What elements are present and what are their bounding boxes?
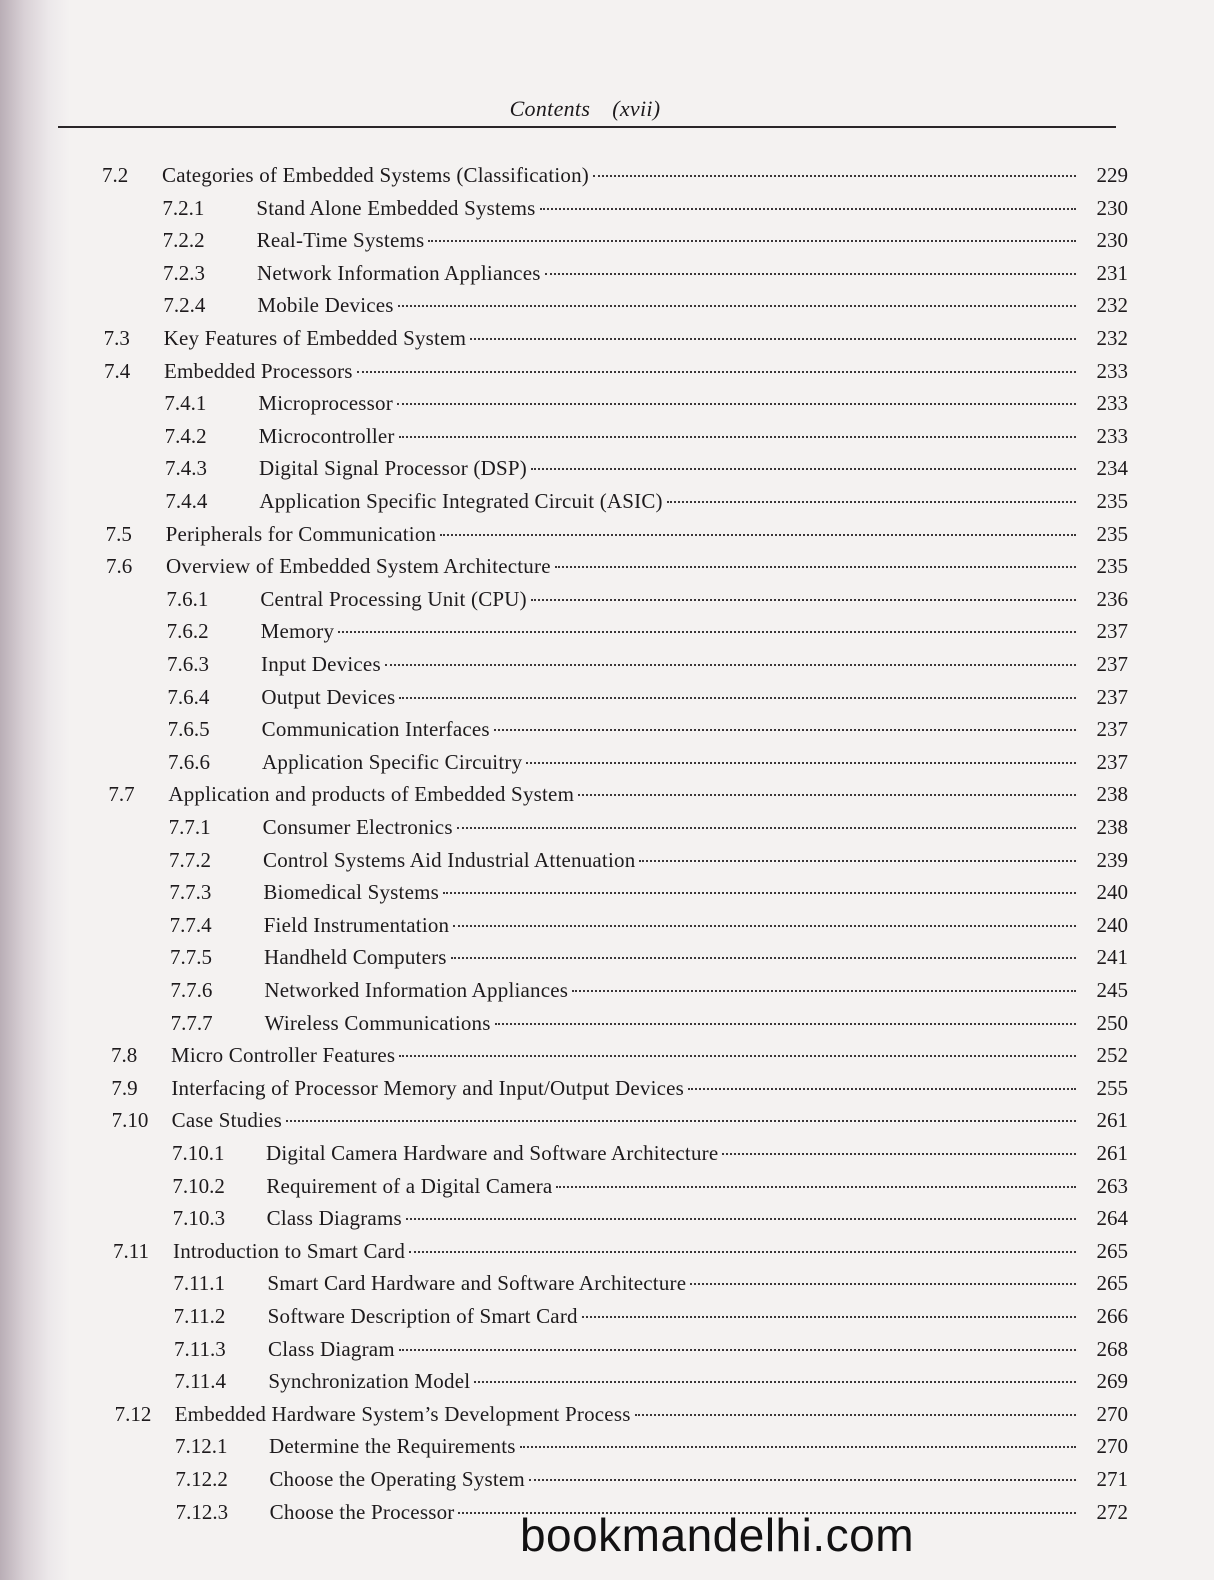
toc-entry-page: 229 — [1096, 163, 1128, 187]
toc-entry-number: 7.4.3 — [165, 456, 207, 481]
toc-entry-number: 7.7.2 — [169, 847, 211, 872]
toc-entry-title: Field Instrumentation — [263, 912, 450, 937]
toc-entry-title: Control Systems Aid Industrial Attenuation — [263, 847, 636, 872]
toc-entry-number: 7.10.2 — [172, 1173, 225, 1198]
toc-entry-page: 245 — [1096, 978, 1128, 1002]
toc-entry-number: 7.10.3 — [172, 1206, 226, 1231]
toc-entry — [175, 1464, 1128, 1494]
dot-leader — [635, 1413, 1076, 1416]
toc-entry — [170, 942, 1128, 972]
toc-entry-number: 7.2 — [102, 163, 129, 187]
toc-entry-title: Microprocessor — [258, 391, 393, 416]
dot-leader — [556, 1185, 1076, 1188]
toc-entry-page: 235 — [1096, 521, 1128, 546]
toc-entry — [170, 975, 1128, 1005]
toc-entry-title: Communication Interfaces — [261, 717, 490, 742]
dot-leader — [690, 1282, 1076, 1285]
toc-entry — [172, 1138, 1128, 1168]
toc-entry-number: 7.4.4 — [165, 489, 208, 513]
toc-entry-number: 7.9 — [111, 1075, 138, 1100]
toc-entry-title: Output Devices — [261, 684, 396, 709]
toc-entry-title: Real-Time Systems — [256, 228, 425, 253]
toc-entry — [169, 812, 1128, 842]
dot-leader — [495, 1022, 1076, 1025]
toc-entry — [175, 1431, 1128, 1461]
toc-entry-page: 241 — [1096, 945, 1128, 970]
toc-entry-number: 7.7.1 — [168, 815, 211, 839]
toc-entry-page: 233 — [1096, 358, 1128, 383]
toc-entry-page: 237 — [1096, 684, 1128, 709]
toc-entry-title: Microcontroller — [258, 423, 395, 448]
toc-entry-number: 7.12 — [114, 1401, 152, 1426]
dot-leader — [688, 1087, 1076, 1090]
toc-entry-page: 264 — [1096, 1206, 1128, 1231]
toc-entry — [168, 714, 1128, 744]
toc-entry-title: Handheld Computers — [264, 945, 447, 970]
dot-leader — [457, 826, 1076, 829]
toc-entry-title: Wireless Communications — [264, 1010, 491, 1035]
dot-leader — [639, 859, 1076, 862]
toc-entry-title: Class Diagram — [268, 1336, 395, 1361]
dot-leader — [385, 663, 1076, 666]
toc-entry-page: 265 — [1096, 1271, 1128, 1296]
toc-entry — [104, 356, 1128, 386]
toc-entry-page: 235 — [1096, 489, 1128, 513]
toc-entry-title: Embedded Processors — [164, 358, 353, 383]
toc-entry-title: Network Information Appliances — [257, 260, 541, 285]
dot-leader — [397, 402, 1076, 405]
toc-entry — [104, 323, 1128, 353]
toc-entry — [174, 1366, 1128, 1396]
toc-entry-title: Interfacing of Processor Memory and Input/Output Devices — [171, 1075, 685, 1100]
toc-entry-page: 240 — [1096, 912, 1128, 937]
toc-entry — [174, 1301, 1128, 1331]
toc-entry-page: 265 — [1096, 1238, 1128, 1263]
dot-leader — [474, 1380, 1076, 1383]
dot-leader — [529, 1478, 1076, 1481]
toc-entry-number: 7.4.2 — [164, 423, 207, 448]
toc-entry — [111, 1040, 1128, 1070]
dot-leader — [545, 272, 1076, 275]
dot-leader — [399, 696, 1076, 699]
toc-entry-page: 261 — [1096, 1108, 1128, 1133]
toc-entry-title: Digital Camera Hardware and Software Architecture — [266, 1141, 719, 1165]
dot-leader — [494, 728, 1076, 731]
toc-entry — [173, 1203, 1128, 1233]
dot-leader — [428, 239, 1076, 242]
toc-entry-page: 236 — [1096, 586, 1128, 611]
toc-entry-page: 231 — [1096, 260, 1128, 285]
toc-entry-number: 7.7.5 — [170, 945, 212, 970]
toc-entry-title: Overview of Embedded System Architecture — [166, 554, 551, 579]
toc-entry-number: 7.8 — [111, 1043, 138, 1068]
dot-leader — [470, 337, 1076, 340]
toc-entry-number: 7.12.1 — [175, 1434, 228, 1459]
toc-entry-page: 270 — [1096, 1434, 1128, 1459]
dot-leader — [440, 533, 1076, 536]
toc-entry-number: 7.12.2 — [175, 1467, 228, 1491]
toc-entry-number: 7.6.1 — [166, 586, 209, 611]
toc-entry-title: Application Specific Circuitry — [262, 749, 523, 774]
toc-entry — [106, 551, 1128, 581]
toc-entry — [112, 1105, 1128, 1135]
dot-leader — [520, 1445, 1076, 1448]
toc-entry — [108, 779, 1128, 809]
toc-entry-number: 7.6.2 — [166, 619, 209, 644]
toc-entry-number: 7.11.2 — [173, 1304, 226, 1328]
toc-entry-title: Requirement of a Digital Camera — [266, 1173, 553, 1198]
toc-entry-page: 270 — [1096, 1401, 1128, 1426]
toc-entry — [169, 877, 1128, 907]
dot-leader — [453, 924, 1076, 927]
toc-entry-number: 7.3 — [103, 326, 130, 350]
toc-entry — [171, 1008, 1128, 1038]
toc-entry — [169, 845, 1128, 875]
toc-entry — [170, 910, 1128, 940]
dot-leader — [398, 304, 1076, 307]
toc-entry-number: 7.6.5 — [167, 717, 210, 742]
toc-entry — [164, 388, 1128, 418]
dot-leader — [593, 174, 1076, 177]
toc-entry — [172, 1171, 1128, 1201]
dot-leader — [555, 565, 1076, 568]
toc-entry-title: Choose the Operating System — [269, 1467, 525, 1491]
toc-entry-number: 7.7.7 — [170, 1010, 213, 1035]
toc-entry-number: 7.5 — [105, 521, 132, 546]
toc-entry-number: 7.10 — [111, 1108, 149, 1133]
toc-entry — [167, 649, 1128, 679]
toc-entry-page: 263 — [1096, 1173, 1128, 1198]
dot-leader — [531, 598, 1076, 601]
toc-entry — [113, 1236, 1128, 1266]
toc-entry — [165, 486, 1128, 516]
toc-entry-title: Embedded Hardware System’s Development Process — [174, 1401, 631, 1426]
toc-entry-title: Micro Controller Features — [171, 1043, 396, 1068]
dot-leader — [722, 1152, 1076, 1155]
dot-leader — [286, 1119, 1076, 1122]
watermark-text: bookmandelhi.com — [519, 1509, 915, 1561]
toc-entry-number: 7.4 — [104, 358, 131, 383]
dot-leader — [526, 761, 1076, 764]
toc-entry-page: 266 — [1096, 1304, 1128, 1328]
toc-entry-title: Class Diagrams — [266, 1206, 402, 1231]
toc-entry-number: 7.11.4 — [174, 1369, 227, 1394]
toc-entry-page: 271 — [1096, 1467, 1128, 1491]
dot-leader — [357, 370, 1076, 373]
dot-leader — [582, 1315, 1076, 1318]
toc-entry-page: 233 — [1096, 391, 1128, 416]
toc-entry-page: 233 — [1096, 423, 1128, 448]
toc-entry — [167, 616, 1128, 646]
toc-entry-number: 7.4.1 — [164, 391, 207, 416]
toc-entry — [173, 1268, 1128, 1298]
toc-entry-number: 7.11.1 — [173, 1271, 226, 1296]
toc-entry-number: 7.11.3 — [174, 1336, 226, 1361]
toc-entry-number: 7.7.6 — [170, 978, 213, 1002]
dot-leader — [399, 435, 1076, 438]
toc-entry — [163, 258, 1128, 288]
toc-entry-page: 238 — [1096, 782, 1128, 807]
dot-leader — [409, 1250, 1076, 1253]
dot-leader — [399, 1348, 1076, 1351]
toc-entry — [102, 160, 1128, 190]
toc-entry-title: Categories of Embedded Systems (Classification) — [162, 163, 589, 187]
toc-entry-page: 269 — [1096, 1369, 1128, 1394]
dot-leader — [443, 891, 1076, 894]
toc-entry-title: Biomedical Systems — [263, 880, 439, 905]
toc-entry — [115, 1399, 1128, 1429]
toc-entry-number: 7.2.1 — [162, 195, 205, 220]
toc-entry-number: 7.2.4 — [163, 293, 206, 318]
toc-entry-title: Determine the Requirements — [269, 1434, 516, 1459]
dot-leader — [578, 793, 1076, 796]
toc-entry-title: Smart Card Hardware and Software Architecture — [267, 1271, 687, 1296]
toc-entry-title: Input Devices — [261, 652, 381, 676]
toc-entry-number: 7.7.4 — [169, 912, 212, 937]
toc-entry-page: 232 — [1096, 293, 1128, 318]
toc-entry — [163, 225, 1128, 255]
toc-entry-page: 230 — [1096, 228, 1128, 253]
toc-entry — [106, 519, 1128, 549]
toc-entry-title: Synchronization Model — [268, 1369, 471, 1394]
toc-entry-page: 261 — [1096, 1141, 1128, 1165]
toc-entry-title: Software Description of Smart Card — [267, 1304, 578, 1328]
toc-entry-title: Digital Signal Processor (DSP) — [259, 456, 527, 481]
dot-leader — [406, 1217, 1076, 1220]
toc-entry-page: 240 — [1096, 880, 1128, 905]
toc-entry-title: Central Processing Unit (CPU) — [260, 586, 527, 611]
toc-entry-number: 7.12.3 — [175, 1499, 229, 1524]
toc-entry-page: 230 — [1096, 195, 1128, 220]
toc-entry-page: 232 — [1096, 326, 1128, 350]
toc-entry-title: Case Studies — [171, 1108, 282, 1133]
toc-entry-page: 255 — [1096, 1075, 1128, 1100]
toc-entry-number: 7.6.6 — [168, 749, 210, 774]
toc-entry — [162, 193, 1128, 223]
toc-entry-page: 250 — [1096, 1010, 1128, 1035]
toc-entry — [111, 1073, 1128, 1103]
toc-entry-title: Application and products of Embedded System — [168, 782, 575, 807]
toc-entry — [168, 747, 1128, 777]
header-page-number: (xvii) — [612, 96, 661, 121]
toc-entry-title: Stand Alone Embedded Systems — [256, 195, 536, 220]
dot-leader — [399, 1054, 1076, 1057]
dot-leader — [540, 207, 1076, 210]
dot-leader — [531, 467, 1076, 470]
toc-entry-number: 7.11 — [113, 1238, 149, 1263]
toc-entry-page: 272 — [1096, 1499, 1128, 1524]
header-title: Contents — [509, 96, 591, 121]
toc-entry-page: 234 — [1096, 456, 1128, 481]
toc-entry — [174, 1334, 1128, 1364]
toc-entry — [165, 421, 1128, 451]
toc-entry-title: Introduction to Smart Card — [173, 1238, 406, 1263]
toc-entry-number: 7.10.1 — [172, 1141, 225, 1165]
toc-entry-title: Application Specific Integrated Circuit (ASIC) — [259, 489, 663, 513]
toc-entry — [167, 682, 1128, 712]
toc-entry-title: Choose the Processor — [269, 1499, 455, 1524]
toc-entry-title: Key Features of Embedded System — [163, 326, 467, 350]
toc-entry — [163, 290, 1128, 320]
toc-entry-page: 252 — [1096, 1043, 1128, 1068]
toc-entry-page: 239 — [1096, 847, 1128, 872]
toc-entry-title: Networked Information Appliances — [264, 978, 569, 1002]
toc-entry-title: Peripherals for Communication — [165, 521, 437, 546]
toc-entry-number: 7.6.4 — [167, 684, 210, 709]
toc-entry-title: Consumer Electronics — [262, 815, 453, 839]
toc-entry-number: 7.7.3 — [169, 880, 212, 905]
toc-entry-page: 237 — [1096, 619, 1128, 644]
dot-leader — [667, 500, 1076, 503]
toc-entry-title: Mobile Devices — [257, 293, 394, 318]
toc-entry-page: 235 — [1096, 554, 1128, 579]
toc-entry-page: 237 — [1096, 749, 1128, 774]
dot-leader — [451, 956, 1076, 959]
toc-entry-title: Memory — [260, 619, 335, 644]
toc-entry-page: 237 — [1096, 717, 1128, 742]
dot-leader — [572, 989, 1076, 992]
toc-entry — [165, 453, 1128, 483]
dot-leader — [338, 630, 1076, 633]
toc-entry-number: 7.6 — [106, 554, 133, 579]
toc-entry-number: 7.7 — [108, 782, 135, 807]
toc-entry-page: 237 — [1096, 652, 1128, 676]
toc-entry-number: 7.2.2 — [162, 228, 205, 253]
toc-entry-number: 7.2.3 — [163, 260, 205, 285]
toc-entry — [166, 584, 1128, 614]
toc-entry-page: 268 — [1096, 1336, 1128, 1361]
toc-entry-page: 238 — [1096, 815, 1128, 839]
toc-entry-number: 7.6.3 — [167, 652, 209, 676]
